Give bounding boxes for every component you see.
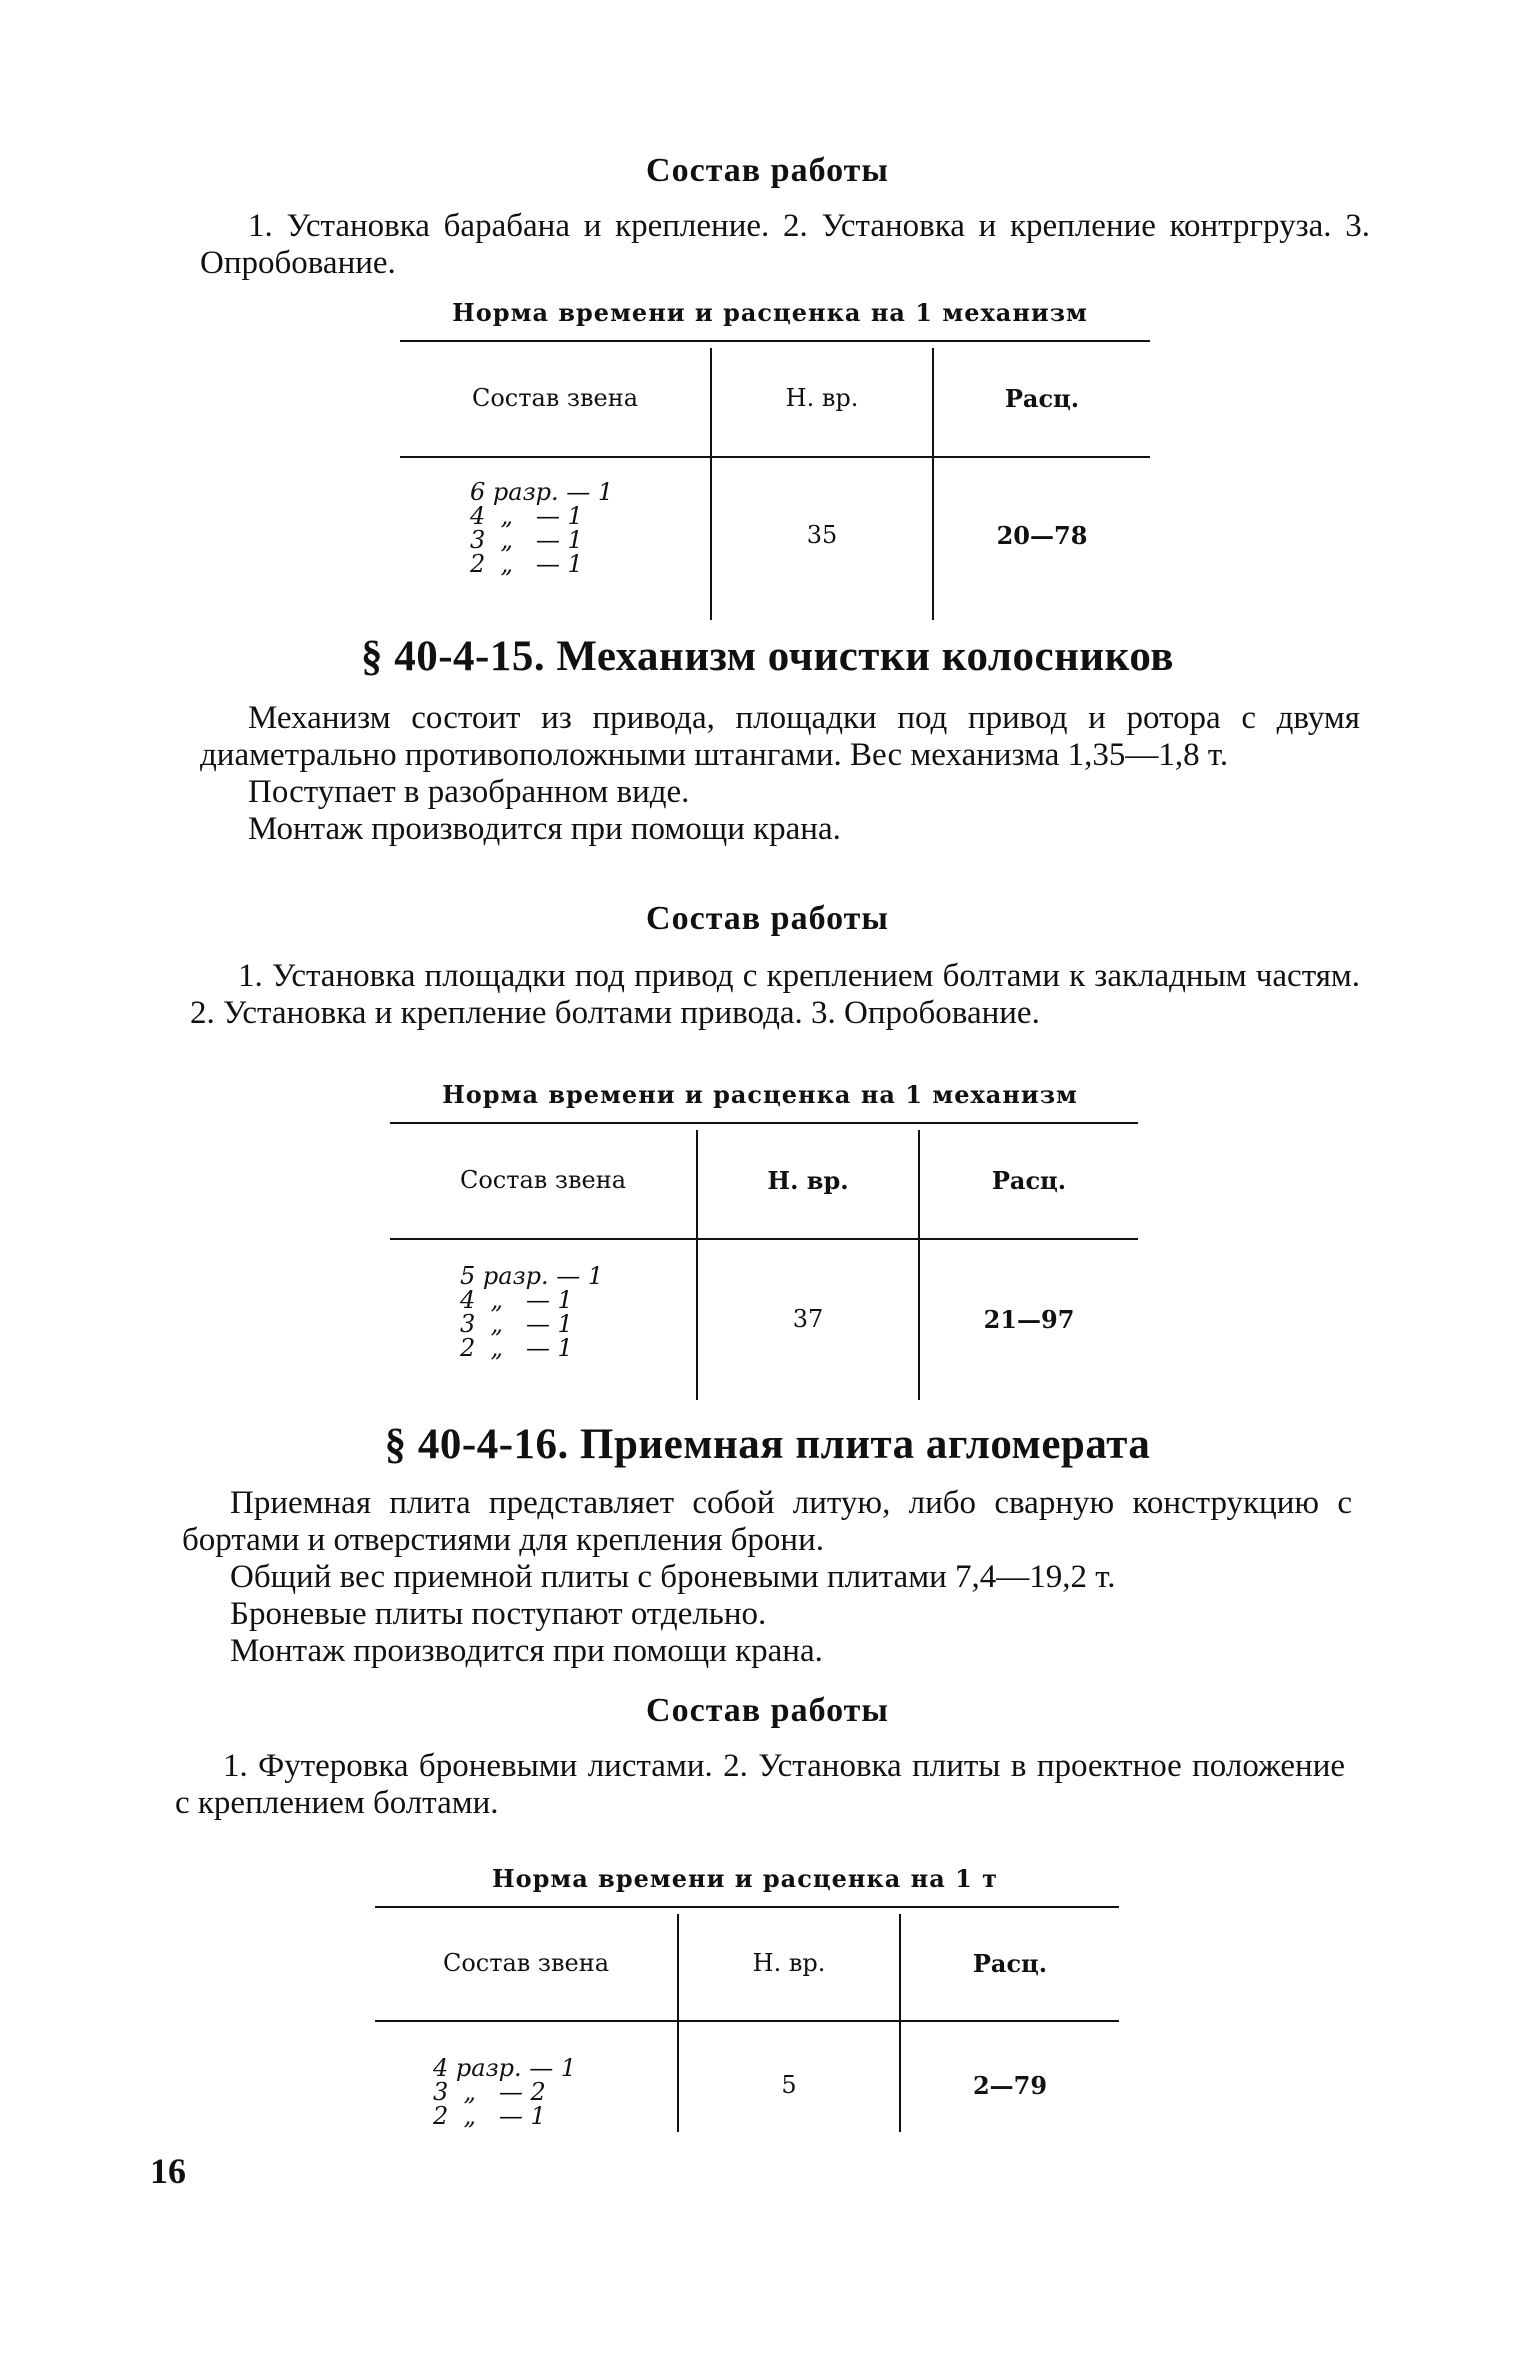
crew-row: 5 разр. — 1 [460, 1262, 604, 1290]
crew-row: 4 „ — 1 [460, 1286, 573, 1314]
section-body-1 [200, 700, 1360, 848]
crew-list [460, 1264, 603, 1360]
work-text-3: 1. Футеровка броневыми листами. 2. Установка плиты в проектное положение с креплением болтами. [175, 1748, 1345, 1821]
table-header-rule [390, 1238, 1138, 1240]
norm-table-2 [390, 1122, 1138, 1400]
section-title-40-4-15: § 40-4-15. Механизм очистки колосников [360, 633, 1174, 680]
time-value: 35 [806, 521, 838, 549]
rate-value: 21—97 [983, 1304, 1075, 1334]
header-time: Н. вр. [752, 1949, 826, 1977]
header-rate: Расц. [991, 1165, 1067, 1195]
crew-list [433, 2056, 576, 2128]
norm-caption-2: Норма времени и расценка на 1 механизм [442, 1080, 1078, 1109]
section-title-40-4-16: § 40-4-16. Приемная плита агломерата [384, 1421, 1151, 1468]
table-header-rule [375, 2020, 1119, 2022]
rate-value: 20—78 [996, 520, 1088, 550]
paragraph: Монтаж производится при помощи крана. [248, 811, 841, 847]
paragraph: Поступает в разобранном виде. [248, 774, 690, 810]
crew-row: 2 „ — 1 [460, 1334, 573, 1362]
crew-row: 3 „ — 1 [460, 1310, 573, 1338]
header-crew: Состав звена [442, 1949, 610, 1977]
paragraph: Общий вес приемной плиты с броневыми плитами 7,4—19,2 т. [230, 1559, 1116, 1595]
header-rate: Расц. [1004, 383, 1080, 413]
table-header-rule [400, 456, 1150, 458]
crew-row: 6 разр. — 1 [470, 478, 614, 506]
paragraph: Механизм состоит из привода, площадки под привод и ротора с двумя диаметрально противоположными штангами. Вес механизма 1,35—1,8 т. [200, 700, 1360, 773]
crew-row: 4 разр. — 1 [433, 2054, 577, 2082]
rate-value: 2—79 [972, 2070, 1048, 2100]
paragraph: Монтаж производится при помощи крана. [230, 1633, 823, 1669]
paragraph: Приемная плита представляет собой литую, либо сварную конструкцию с бортами и отверстиями для крепления брони. [182, 1485, 1352, 1558]
time-value: 5 [781, 2071, 797, 2099]
norm-caption-3: Норма времени и расценка на 1 т [491, 1864, 999, 1893]
header-time: Н. вр. [767, 1165, 849, 1195]
page-number: 16 [150, 2151, 186, 2191]
norm-table-3 [375, 1906, 1119, 2132]
crew-row: 4 „ — 1 [470, 502, 583, 530]
work-text-2: 1. Установка площадки под привод с креплением болтами к закладным частям. 2. Установка и крепление болтами привода. 3. Опробование. [190, 958, 1360, 1031]
section-body-2 [182, 1485, 1352, 1670]
header-crew: Состав звена [459, 1166, 627, 1194]
crew-row: 3 „ — 1 [470, 526, 583, 554]
header-crew: Состав звена [471, 384, 639, 412]
work-text-1: 1. Установка барабана и крепление. 2. Установка и крепление контргруза. 3. Опробование. [200, 208, 1370, 281]
norm-caption-1: Норма времени и расценка на 1 механизм [452, 298, 1088, 327]
header-rate: Расц. [972, 1948, 1048, 1978]
time-value: 37 [792, 1305, 824, 1333]
crew-row: 2 „ — 1 [470, 550, 583, 578]
work-heading-2: Состав работы [646, 900, 889, 937]
crew-list [470, 480, 613, 576]
crew-row: 2 „ — 1 [433, 2102, 546, 2130]
work-heading-3: Состав работы [646, 1692, 889, 1729]
norm-table-1 [400, 340, 1150, 620]
crew-row: 3 „ — 2 [433, 2078, 546, 2106]
work-heading-1: Состав работы [646, 152, 889, 189]
paragraph: Броневые плиты поступают отдельно. [230, 1596, 767, 1632]
header-time: Н. вр. [785, 384, 859, 412]
